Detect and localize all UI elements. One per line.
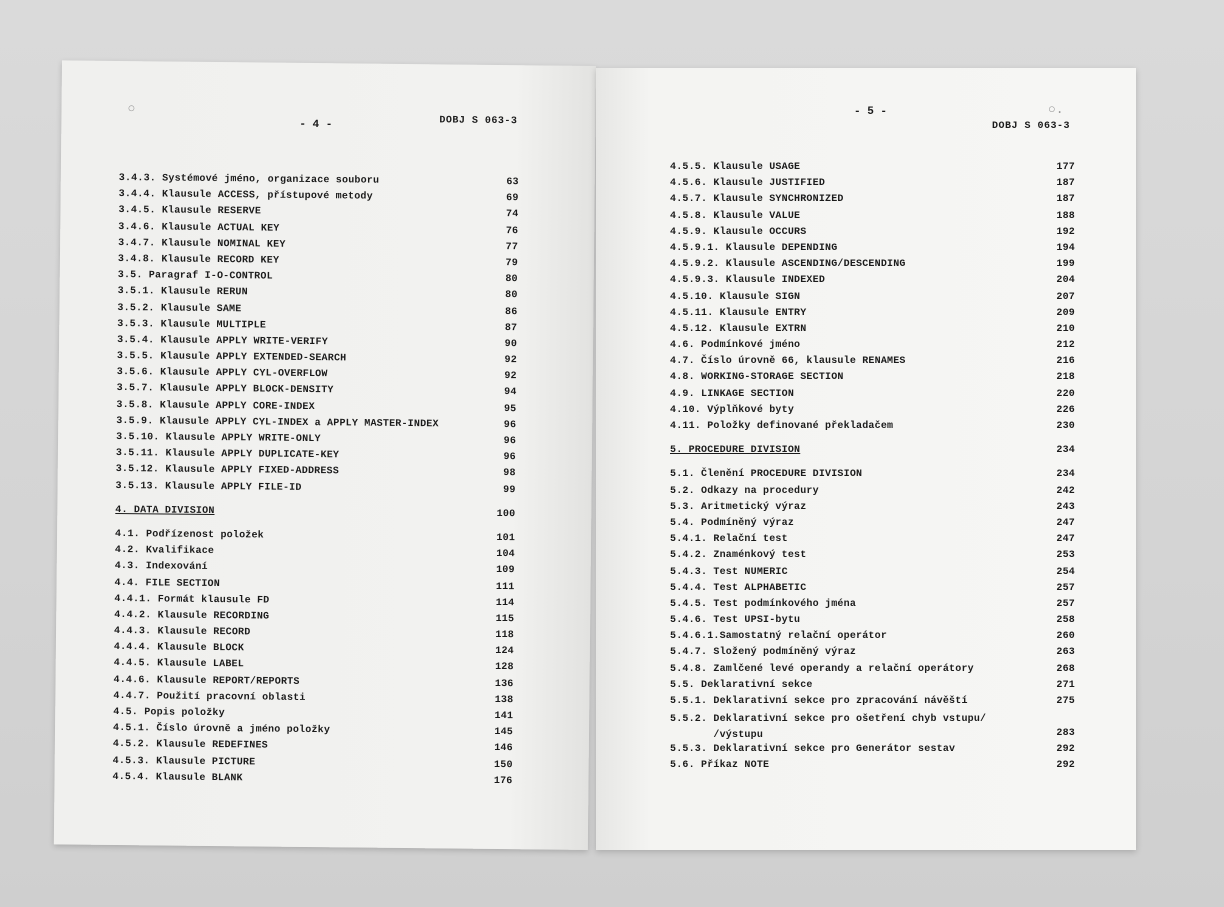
toc-entry-page: 114	[495, 597, 515, 609]
toc-entry	[670, 275, 1075, 291]
toc-entry-title: 5.5. Deklarativní sekce	[670, 679, 813, 691]
toc-entry-page: 292	[1056, 744, 1075, 756]
toc-entry-page: 226	[1056, 404, 1075, 416]
page-number: - 4 -	[299, 118, 333, 132]
toc-entry-title: 4.4.3. Klausule RECORD	[113, 626, 251, 639]
toc-entry-page: 118	[495, 630, 515, 642]
toc-entry-title: 3.5.3. Klausule MULTIPLE	[117, 318, 267, 332]
toc-entry-page: 94	[504, 387, 517, 399]
toc-entry	[670, 664, 1075, 680]
toc-entry-title: 4.5.5. Klausule USAGE	[670, 162, 801, 173]
toc-entry-page: 92	[504, 355, 517, 367]
toc-entry	[670, 680, 1075, 696]
toc-entry-page: 90	[504, 338, 518, 351]
toc-entry	[670, 631, 1075, 647]
toc-entry-title: 4.9. LINKAGE SECTION	[670, 388, 795, 400]
toc-entry-title: 5.5.3. Deklarativní sekce pro Generátor sestav	[670, 744, 956, 756]
toc-entry-page: 80	[505, 274, 518, 286]
toc-entry-title: 3.4.3. Systémové jméno, organizace souboru	[118, 173, 380, 187]
toc-entry	[670, 550, 1075, 566]
toc-entry-title: 4.4.5. Klausule LABEL	[113, 658, 244, 671]
toc-entry-page: 247	[1056, 517, 1075, 529]
left-page	[54, 60, 596, 850]
toc-entry-title: 4.4.4. Klausule BLOCK	[113, 642, 245, 655]
toc-entry-page: 150	[494, 759, 513, 771]
toc-entry-title: 5.5.1. Deklarativní sekce pro zpracování návěští	[670, 696, 968, 707]
toc-entry-title: 5.4.1. Relační test	[670, 534, 788, 546]
toc-entry-title: 4.4.7. Použití pracovní oblasti	[113, 690, 306, 704]
toc-entry-title: 5.4.5. Test podmínkového jména	[670, 598, 857, 610]
toc-entry-title: 4.5.6. Klausule JUSTIFIED	[670, 178, 826, 190]
toc-entry-page: 76	[505, 225, 519, 237]
toc-entry-page: 96	[503, 419, 517, 431]
toc-entry-page: 212	[1056, 340, 1075, 352]
toc-entry	[670, 356, 1075, 372]
toc-entry-title: 3.5.7. Klausule APPLY BLOCK-DENSITY	[116, 383, 334, 397]
toc-entry-page: 220	[1056, 388, 1075, 400]
toc-entry-page: 210	[1056, 323, 1075, 335]
toc-entry	[670, 324, 1075, 340]
toc-entry-page: 63	[506, 177, 519, 189]
toc-entry-page: 260	[1056, 631, 1075, 643]
toc-entry-title: 3.4.7. Klausule NOMINAL KEY	[118, 237, 286, 251]
toc-entry-title: 5.4.6. Test UPSI-bytu	[670, 615, 801, 627]
toc-entry-title: 4.5.9.3. Klausule INDEXED	[670, 275, 826, 287]
toc-entry	[670, 194, 1075, 210]
toc-entry-page: 254	[1056, 566, 1075, 578]
toc-entry-title: 4.5.2. Klausule REDEFINES	[112, 739, 268, 752]
toc-entry	[670, 308, 1075, 324]
toc-entry	[670, 486, 1075, 502]
toc-entry-page: 234	[1056, 469, 1075, 481]
toc-entry-title: 4. DATA DIVISION	[115, 504, 215, 517]
toc-entry-title: 4.5.11. Klausule ENTRY	[670, 307, 807, 319]
toc-entry-title: 4.5. Popis položky	[113, 706, 225, 720]
table-of-contents	[112, 173, 518, 792]
toc-entry-title: 4.8. WORKING-STORAGE SECTION	[670, 372, 844, 384]
toc-entry-page: 146	[494, 743, 513, 755]
toc-entry-page: 199	[1056, 259, 1075, 271]
toc-entry	[670, 647, 1075, 663]
toc-entry-title: 4.2. Kvalifikace	[114, 545, 215, 558]
toc-entry-title: 4.4.1. Formát klausule FD	[114, 593, 270, 607]
toc-entry-title: 5. PROCEDURE DIVISION	[670, 445, 801, 457]
toc-entry-title: 3.5.2. Klausule SAME	[117, 302, 242, 315]
toc-entry-title: 5.2. Odkazy na procedury	[670, 485, 819, 497]
toc-entry	[670, 502, 1075, 518]
toc-entry-title: 5.1. Členění PROCEDURE DIVISION	[670, 469, 863, 481]
toc-entry-title: 4.10. Výplňkové byty	[670, 404, 795, 416]
toc-entry	[670, 227, 1075, 243]
toc-entry-page: 177	[1056, 162, 1075, 173]
toc-entry-page: 145	[494, 727, 514, 739]
toc-entry-title: 4.5.7. Klausule SYNCHRONIZED	[670, 194, 844, 206]
document-code: DOBJ S 063-3	[439, 115, 518, 128]
toc-entry-page: 204	[1056, 275, 1075, 287]
toc-entry-page: 234	[1056, 445, 1075, 457]
toc-entry-page: 74	[505, 209, 519, 221]
toc-entry-page: 271	[1056, 679, 1075, 691]
right-page	[596, 68, 1136, 850]
toc-entry-title: 5.4.2. Znaménkový test	[670, 550, 807, 562]
toc-entry-page: 96	[503, 452, 516, 464]
toc-entry-title: 3.5.6. Klausule APPLY CYL-OVERFLOW	[116, 367, 328, 381]
toc-entry-title: 3.4.6. Klausule ACTUAL KEY	[118, 221, 280, 235]
punch-hole-mark: ○.	[1048, 102, 1064, 117]
toc-entry-title: 3.5.11. Klausule APPLY DUPLICATE-KEY	[115, 448, 340, 462]
toc-entry-page: 100	[496, 508, 516, 520]
toc-entry-title: 5.5.2. Deklarativní sekce pro ošetření chyb vstupu/ /výstupu	[670, 714, 987, 742]
toc-entry-page: 242	[1056, 485, 1075, 497]
toc-entry-title: 4.5.9.2. Klausule ASCENDING/DESCENDING	[670, 259, 906, 271]
toc-entry	[670, 292, 1075, 308]
toc-entry-title: 5.4.3. Test NUMERIC	[670, 566, 788, 578]
toc-entry-title: 4.4.6. Klausule REPORT/REPORTS	[113, 674, 300, 688]
toc-entry-page: 207	[1056, 291, 1075, 303]
toc-entry-page: 216	[1056, 356, 1075, 368]
toc-entry-title: 4.4.2. Klausule RECORDING	[114, 609, 270, 623]
punch-hole-mark: ○	[127, 101, 136, 117]
toc-entry	[670, 211, 1075, 227]
toc-entry-title: 3.5.8. Klausule APPLY CORE-INDEX	[116, 399, 315, 413]
toc-entry-page: 111	[495, 581, 515, 593]
toc-entry-page: 192	[1056, 226, 1075, 238]
toc-entry-page: 98	[503, 468, 516, 480]
toc-entry	[670, 696, 1075, 712]
toc-entry-page: 136	[494, 678, 514, 690]
toc-entry-title: 3.5. Paragraf I-O-CONTROL	[117, 270, 273, 283]
toc-entry-title: 4.5.9. Klausule OCCURS	[670, 226, 807, 238]
toc-entry-title: 5.4. Podmíněný výraz	[670, 517, 795, 529]
page-number: - 5 -	[854, 106, 888, 118]
toc-entry-page: 101	[496, 532, 516, 545]
toc-entry-title: 4.6. Podmínkové jméno	[670, 340, 801, 352]
toc-entry-title: 3.5.12. Klausule APPLY FIXED-ADDRESS	[115, 464, 340, 478]
toc-entry-title: 4.5.1. Číslo úrovně a jméno položky	[112, 723, 331, 737]
toc-entry-title: 4.5.10. Klausule SIGN	[670, 291, 801, 303]
toc-entry-title: 4.7. Číslo úrovně 66, klausule RENAMES	[670, 356, 906, 368]
toc-entry	[670, 760, 1075, 776]
spacer	[670, 437, 1075, 445]
toc-entry-page: 138	[494, 694, 514, 706]
toc-entry-title: 5.4.8. Zamlčené levé operandy a relační operátory	[670, 663, 974, 675]
toc-entry-page: 79	[505, 258, 518, 270]
toc-entry-page: 253	[1056, 550, 1075, 562]
toc-entry-page: 87	[504, 322, 518, 334]
toc-entry-page: 292	[1056, 760, 1075, 772]
toc-entry	[670, 744, 1075, 760]
toc-entry	[670, 372, 1075, 388]
toc-entry-title: 4.3. Indexování	[114, 561, 208, 574]
toc-entry-page: 230	[1056, 421, 1075, 432]
toc-entry-title: 3.4.8. Klausule RECORD KEY	[117, 253, 280, 267]
toc-entry-page: 187	[1056, 178, 1075, 190]
toc-entry-page: 268	[1056, 663, 1075, 675]
document-code: DOBJ S 063-3	[992, 121, 1071, 132]
toc-entry-title: 4.5.9.1. Klausule DEPENDING	[670, 242, 838, 254]
toc-entry	[670, 599, 1075, 615]
toc-entry-page: 128	[495, 662, 514, 674]
toc-entry-page: 258	[1056, 615, 1075, 627]
toc-entry-title: 3.5.9. Klausule APPLY CYL-INDEX a APPLY MASTER-INDEX	[116, 415, 439, 431]
toc-entry-title: 3.4.4. Klausule ACCESS, přístupové metody	[118, 189, 373, 203]
toc-entry-page: 69	[506, 193, 519, 205]
toc-entry	[670, 405, 1075, 421]
toc-entry	[112, 772, 512, 792]
toc-entry	[670, 534, 1075, 550]
toc-entry-page: 283	[1056, 728, 1075, 740]
toc-entry	[670, 518, 1075, 534]
toc-entry-title: 4.5.8. Klausule VALUE	[670, 210, 801, 222]
toc-entry	[670, 259, 1075, 275]
toc-entry-page: 257	[1056, 582, 1075, 594]
toc-entry	[670, 615, 1075, 631]
toc-section-heading	[670, 445, 1075, 461]
toc-entry-page: 275	[1056, 696, 1075, 707]
toc-entry-title: 5.4.7. Složený podmíněný výraz	[670, 647, 857, 659]
toc-entry-title: 5.3. Aritmetický výraz	[670, 501, 807, 513]
toc-entry	[670, 389, 1075, 405]
toc-entry-page: 194	[1056, 242, 1075, 254]
toc-entry-page: 257	[1056, 598, 1075, 610]
toc-entry-page: 92	[504, 371, 517, 383]
toc-entry-page: 86	[504, 306, 518, 318]
toc-entry-title: 4.5.4. Klausule BLANK	[112, 771, 243, 785]
toc-entry-page: 188	[1056, 210, 1075, 222]
toc-entry-page: 99	[503, 484, 516, 496]
toc-entry	[670, 712, 1075, 744]
toc-entry-title: 3.5.4. Klausule APPLY WRITE-VERIFY	[117, 334, 328, 349]
toc-entry-page: 141	[494, 710, 514, 723]
toc-entry-page: 263	[1056, 647, 1075, 659]
toc-entry-title: 3.5.5. Klausule APPLY EXTENDED-SEARCH	[116, 351, 347, 365]
toc-entry	[670, 243, 1075, 259]
toc-entry-page: 77	[505, 241, 519, 253]
toc-entry-page: 209	[1056, 307, 1075, 319]
toc-entry-title: 3.5.10. Klausule APPLY WRITE-ONLY	[116, 431, 321, 446]
toc-entry-title: 4.5.3. Klausule PICTURE	[112, 755, 256, 769]
toc-entry-page: 187	[1056, 194, 1075, 206]
toc-entry-title: 3.5.1. Klausule RERUN	[117, 286, 248, 299]
toc-entry	[670, 162, 1075, 178]
toc-entry	[670, 567, 1075, 583]
toc-entry-title: 4.5.12. Klausule EXTRN	[670, 323, 807, 335]
toc-entry-title: 3.4.5. Klausule RESERVE	[118, 205, 262, 218]
toc-entry-page: 247	[1056, 534, 1075, 546]
toc-entry-title: 4.4. FILE SECTION	[114, 577, 221, 590]
table-of-contents	[670, 162, 1075, 777]
toc-entry-title: 5.6. Příkaz NOTE	[670, 760, 770, 772]
toc-entry-title: 4.11. Položky definované překladačem	[670, 421, 894, 432]
toc-entry-title: 4.1. Podřízenost položek	[115, 528, 264, 542]
toc-entry-title: 5.4.6.1.Samostatný relační operátor	[670, 631, 888, 643]
toc-entry	[670, 421, 1075, 437]
toc-entry-title: 3.5.13. Klausule APPLY FILE-ID	[115, 480, 302, 494]
toc-entry-page: 218	[1056, 372, 1075, 384]
toc-entry-page: 176	[493, 775, 513, 787]
toc-entry-title: 5.4.4. Test ALPHABETIC	[670, 582, 807, 594]
toc-entry-page: 95	[503, 403, 517, 415]
toc-entry-page: 96	[503, 436, 517, 448]
toc-entry	[670, 178, 1075, 194]
toc-entry-page: 115	[495, 613, 515, 626]
toc-entry-page: 243	[1056, 501, 1075, 513]
toc-entry	[670, 469, 1075, 485]
toc-entry-page: 80	[505, 290, 518, 302]
toc-entry	[670, 340, 1075, 356]
toc-entry-page: 104	[496, 549, 515, 561]
toc-entry	[670, 583, 1075, 599]
toc-entry-page: 109	[496, 565, 515, 577]
toc-entry-page: 124	[495, 646, 514, 658]
